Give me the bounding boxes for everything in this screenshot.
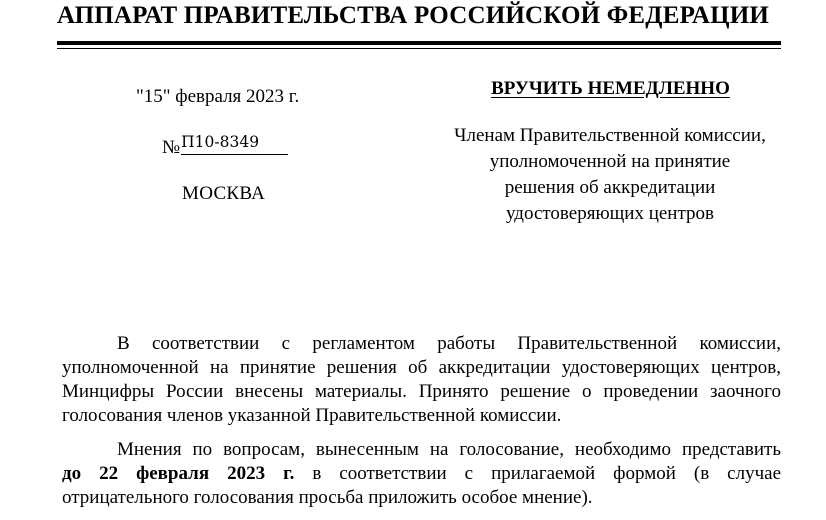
addressee-line: Членам Правительственной комиссии, — [454, 125, 766, 146]
urgent-mark: ВРУЧИТЬ НЕМЕДЛЕННО — [491, 78, 730, 99]
paragraph-line-deadline — [62, 462, 781, 486]
paragraph-line: В соответствии с регламентом работы Правительственной комиссии, — [117, 333, 781, 354]
header-title: АППАРАТ ПРАВИТЕЛЬСТВА РОССИЙСКОЙ ФЕДЕРАЦИИ — [56, 2, 770, 29]
paragraph-line: отрицательного голосования просьба приложить особое мнение). — [62, 487, 593, 508]
addressee-line: уполномоченной на принятие — [489, 151, 731, 172]
addressee-block — [440, 123, 780, 227]
body-paragraph-2 — [62, 438, 781, 510]
header-rule-thin — [57, 48, 781, 49]
document-city: МОСКВА — [182, 183, 266, 204]
deadline-text: до 22 февраля 2023 г. — [62, 463, 295, 484]
document-number — [162, 133, 288, 161]
paragraph-line: Мнения по вопросам, вынесенным на голосование, необходимо представить — [117, 439, 781, 460]
addressee-line: удостоверяющих центров — [506, 203, 714, 224]
paragraph-line: уполномоченной на принятие решения об аккредитации удостоверяющих центров, — [62, 357, 781, 378]
paragraph-line: Минцифры России внесены материалы. Принято решение о проведении заочного — [62, 381, 781, 402]
paragraph-line: голосования членов указанной Правительственной комиссии. — [62, 405, 562, 426]
header-rule-thick — [57, 41, 781, 45]
number-value: П10-8349 — [181, 133, 288, 155]
body-paragraph-1 — [62, 332, 781, 428]
addressee-line: решения об аккредитации — [504, 177, 716, 198]
paragraph-line-rest: в соответствии с прилагаемой формой (в случае — [312, 463, 782, 484]
document-date: "15" февраля 2023 г. — [136, 86, 300, 107]
number-sign: № — [162, 137, 181, 158]
